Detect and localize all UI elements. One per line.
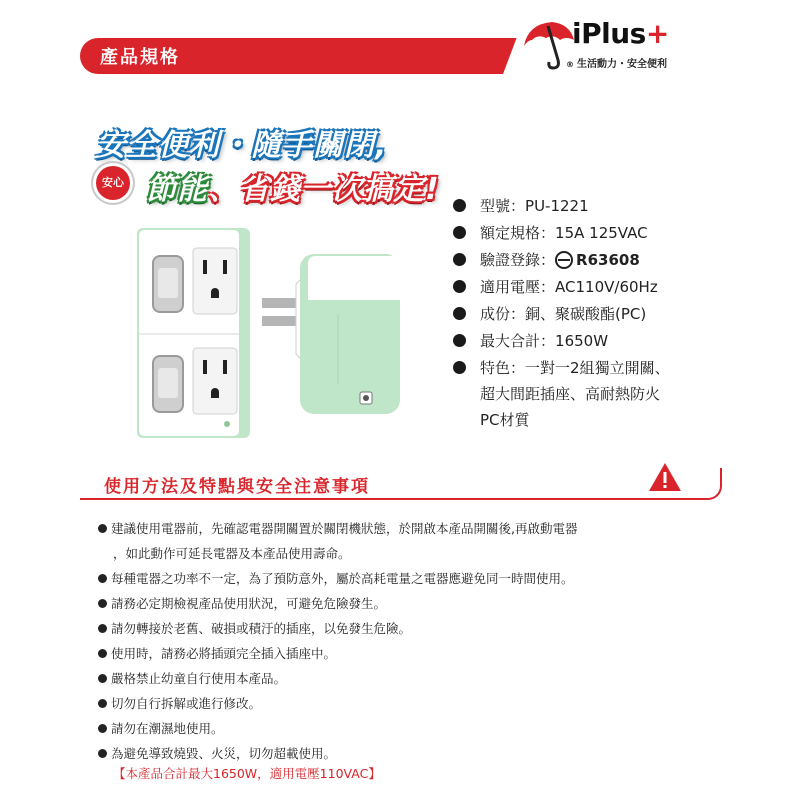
bullet-icon <box>98 699 107 708</box>
note-item: 為避免導致燒毀、火災，切勿超載使用。 <box>98 741 728 766</box>
bullet-icon <box>98 724 107 733</box>
logo-slogan: ® 生活動力・安全便利 <box>566 59 667 70</box>
usage-notes <box>98 516 728 766</box>
bullet-icon <box>98 524 107 533</box>
spec-features: 特色 ： 一對一2組獨立開關、 <box>453 354 753 381</box>
spec-certification: 驗證登錄 ： R63608 <box>453 246 753 273</box>
note-item: 嚴格禁止幼童自行使用本產品。 <box>98 666 728 691</box>
bullet-icon <box>98 674 107 683</box>
footnote: 【本產品合計最大1650W，適用電壓110VAC】 <box>113 766 381 781</box>
bullet-icon <box>453 199 466 212</box>
bullet-icon <box>453 280 466 293</box>
spec-rating: 額定規格 ： 15A 125VAC <box>453 219 753 246</box>
certification-mark-icon <box>555 251 573 269</box>
warning-triangle-icon <box>648 462 682 492</box>
slogan-line-1: 安全便利・隨手關閉, <box>96 128 388 163</box>
note-item: 每種電器之功率不一定，為了預防意外，屬於高耗電量之電器應避免同一時間使用。 <box>98 566 728 591</box>
note-item: 使用時，請務必將插頭完全插入插座中。 <box>98 641 728 666</box>
spec-features-cont: 超大間距插座、高耐熱防火 <box>480 385 661 403</box>
product-side-image <box>260 254 402 414</box>
bullet-icon <box>98 599 107 608</box>
note-item-cont: ，如此動作可延長電器及本產品使用壽命。 <box>113 546 351 561</box>
bullet-icon <box>453 253 466 266</box>
page-title: 產品規格 <box>100 47 180 68</box>
bullet-icon <box>453 226 466 239</box>
usage-title: 使用方法及特點與安全注意事項 <box>104 477 370 497</box>
bullet-icon <box>98 624 107 633</box>
bullet-icon <box>98 749 107 758</box>
anxin-badge: 安心 <box>96 166 130 200</box>
bullet-icon <box>453 361 466 374</box>
spec-voltage: 適用電壓 ： AC110V/60Hz <box>453 273 753 300</box>
note-item: 請務必定期檢視產品使用狀況，可避免危險發生。 <box>98 591 728 616</box>
note-item: 切勿自行拆解或進行修改。 <box>98 691 728 716</box>
spec-material: 成份 ： 銅、聚碳酸酯(PC) <box>453 300 753 327</box>
spec-features-cont: PC材質 <box>480 411 530 429</box>
spec-max-power: 最大合計 ： 1650W <box>453 327 753 354</box>
product-front-image <box>137 228 250 438</box>
bullet-icon <box>453 334 466 347</box>
specs-list <box>453 192 753 433</box>
spec-model: 型號 ： PU-1221 <box>453 192 753 219</box>
note-item: 建議使用電器前，先確認電器開關置於關閉機狀態，於開啟本產品開關後,再啟動電器 <box>98 516 728 541</box>
note-item: 請勿轉接於老舊、破損或積汙的插座，以免發生危險。 <box>98 616 728 641</box>
slogan-line-2: 節能、省錢一次搞定! <box>146 172 440 207</box>
logo-text: iPlus+ <box>572 17 669 50</box>
bullet-icon <box>98 649 107 658</box>
bullet-icon <box>453 307 466 320</box>
note-item: 請勿在潮濕地使用。 <box>98 716 728 741</box>
bullet-icon <box>98 574 107 583</box>
